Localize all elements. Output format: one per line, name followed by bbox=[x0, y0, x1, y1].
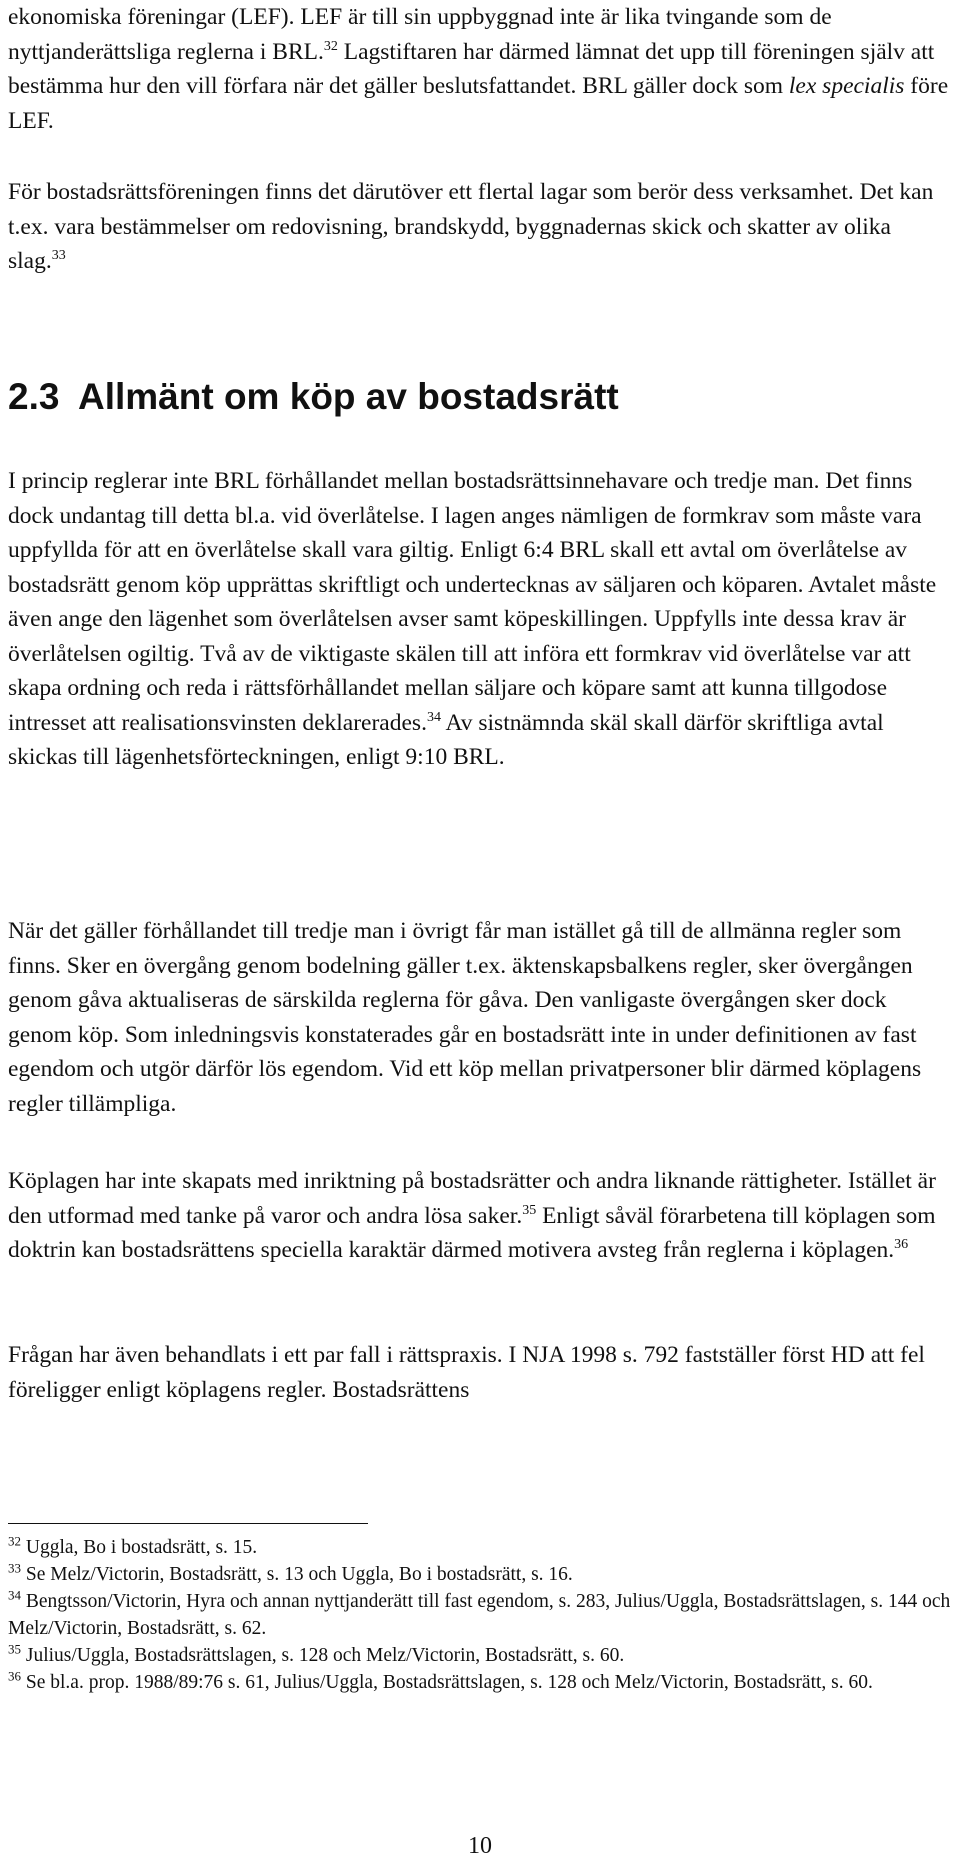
footnote-text: Se Melz/Victorin, Bostadsrätt, s. 13 och Uggla, Bo i bostadsrätt, s. 16. bbox=[21, 1564, 573, 1585]
section-heading bbox=[8, 375, 619, 419]
paragraph-text: ekonomiska föreningar (LEF). LEF är till sin uppbyggnad inte är lika tvingande som de nyttjanderättsliga reglerna i BRL. bbox=[8, 4, 832, 65]
footnote-text: Julius/Uggla, Bostadsrättslagen, s. 128 och Melz/Victorin, Bostadsrätt, s. 60. bbox=[21, 1645, 625, 1666]
footnote-ref-34[interactable]: 34 bbox=[426, 709, 441, 725]
page-number: 10 bbox=[468, 1833, 492, 1859]
section-title: Allmänt om köp av bostadsrätt bbox=[78, 376, 619, 417]
footnote-divider bbox=[8, 1523, 368, 1524]
paragraph-third-party bbox=[8, 914, 953, 1121]
footnote-number: 36 bbox=[8, 1668, 21, 1684]
footnote-ref-36[interactable]: 36 bbox=[894, 1237, 909, 1253]
footnote-text: Bengtsson/Victorin, Hyra och annan nyttjanderätt till fast egendom, s. 283, Julius/Uggla, Bostadsrättslagen, s. 144 och Melz/Victorin, Bostadsrätt, s. 62. bbox=[8, 1591, 951, 1639]
footnote-number: 32 bbox=[8, 1533, 21, 1549]
paragraph-text: Lagstiftaren har därmed lämnat det upp till föreningen själv att bestämma hur den vill förfara när det gäller beslutsfattandet. BRL gäller dock som bbox=[8, 38, 935, 99]
footnote-number: 35 bbox=[8, 1641, 21, 1657]
footnote-ref-32[interactable]: 32 bbox=[323, 38, 338, 54]
footnote-text: Uggla, Bo i bostadsrätt, s. 15. bbox=[21, 1537, 258, 1558]
section-number: 2.3 bbox=[8, 376, 60, 417]
paragraph-text: I princip reglerar inte BRL förhållandet mellan bostadsrättsinnehavare och tredje man. Det finns dock undantag till detta bl.a. vid överlåtelse. I lagen anges nämligen de formkrav som måste vara uppfyllda för att en överlåtelse skall vara giltig. Enligt 6:4 BRL skall ett avtal om överlåtelse av bostadsrätt genom köp upprättas skriftligt och undertecknas av säljaren och köparen. Avtalet måste även ange den lägenhet som överlåtelsen avser samt köpeskillingen. Uppfylls inte dessa krav är överlåtelsen ogiltig. Två av de viktigaste skälen till att införa ett formkrav vid överlåtelse var att skapa ordning och reda i rättsförhållandet mellan säljare och köpare samt att kunna tillgodose intresset att realisationsvinsten deklarerades. bbox=[8, 468, 937, 736]
paragraph-text: Enligt såväl förarbetena till köplagen som doktrin kan bostadsrättens speciella karaktär därmed motivera avsteg från reglerna i köplagen. bbox=[8, 1202, 936, 1263]
paragraph-lef bbox=[8, 0, 953, 138]
paragraph-text: Köplagen har inte skapats med inriktning på bostadsrätter och andra liknande rättigheter. Istället är den utformad med tanke på varor och andra lösa saker. bbox=[8, 1168, 936, 1229]
footnote-35 bbox=[8, 1642, 953, 1669]
footnote-number: 33 bbox=[8, 1560, 21, 1576]
paragraph-text: För bostadsrättsföreningen finns det därutöver ett flertal lagar som berör dess verksamhet. Det kan t.ex. vara bestämmelser om redovisning, brandskydd, byggnadernas skick och skatter av olika slag. bbox=[8, 179, 934, 274]
footnote-ref-33[interactable]: 33 bbox=[51, 248, 66, 264]
paragraph-text: Av sistnämnda skäl skall därför skriftliga avtal skickas till lägenhetsförteckningen, enligt 9:10 BRL. bbox=[8, 709, 884, 770]
footnote-32 bbox=[8, 1534, 953, 1561]
footnote-ref-35[interactable]: 35 bbox=[522, 1202, 537, 1218]
footnote-text: Se bl.a. prop. 1988/89:76 s. 61, Julius/Uggla, Bostadsrättslagen, s. 128 och Melz/Victorin, Bostadsrätt, s. 60. bbox=[21, 1672, 873, 1693]
footnote-number: 34 bbox=[8, 1587, 21, 1603]
paragraph-case-law bbox=[8, 1338, 953, 1407]
footnote-34 bbox=[8, 1588, 953, 1642]
italic-term: lex specialis bbox=[788, 73, 905, 99]
paragraph-text: När det gäller förhållandet till tredje man i övrigt får man istället gå till de allmänna regler som finns. Sker en övergång genom bodelning gäller t.ex. äktenskapsbalkens regler, sker övergången genom gåva aktualiseras de särskilda reglerna för gåva. Den vanligaste övergången sker dock genom köp. Som inledningsvis konstaterades går en bostadsrätt inte in under definitionen av fast egendom och utgör därför lös egendom. Vid ett köp mellan privatpersoner blir därmed köplagens regler tillämpliga. bbox=[8, 918, 922, 1117]
paragraph-laws bbox=[8, 175, 953, 279]
paragraph-text: före LEF. bbox=[8, 73, 949, 134]
footnote-33 bbox=[8, 1561, 953, 1588]
paragraph-text: Frågan har även behandlats i ett par fall i rättspraxis. I NJA 1998 s. 792 fastställer först HD att fel föreligger enligt köplagens regler. Bostadsrättens bbox=[8, 1342, 925, 1403]
paragraph-principle bbox=[8, 464, 953, 775]
paragraph-kopplagen bbox=[8, 1164, 953, 1268]
footnote-36 bbox=[8, 1669, 953, 1696]
